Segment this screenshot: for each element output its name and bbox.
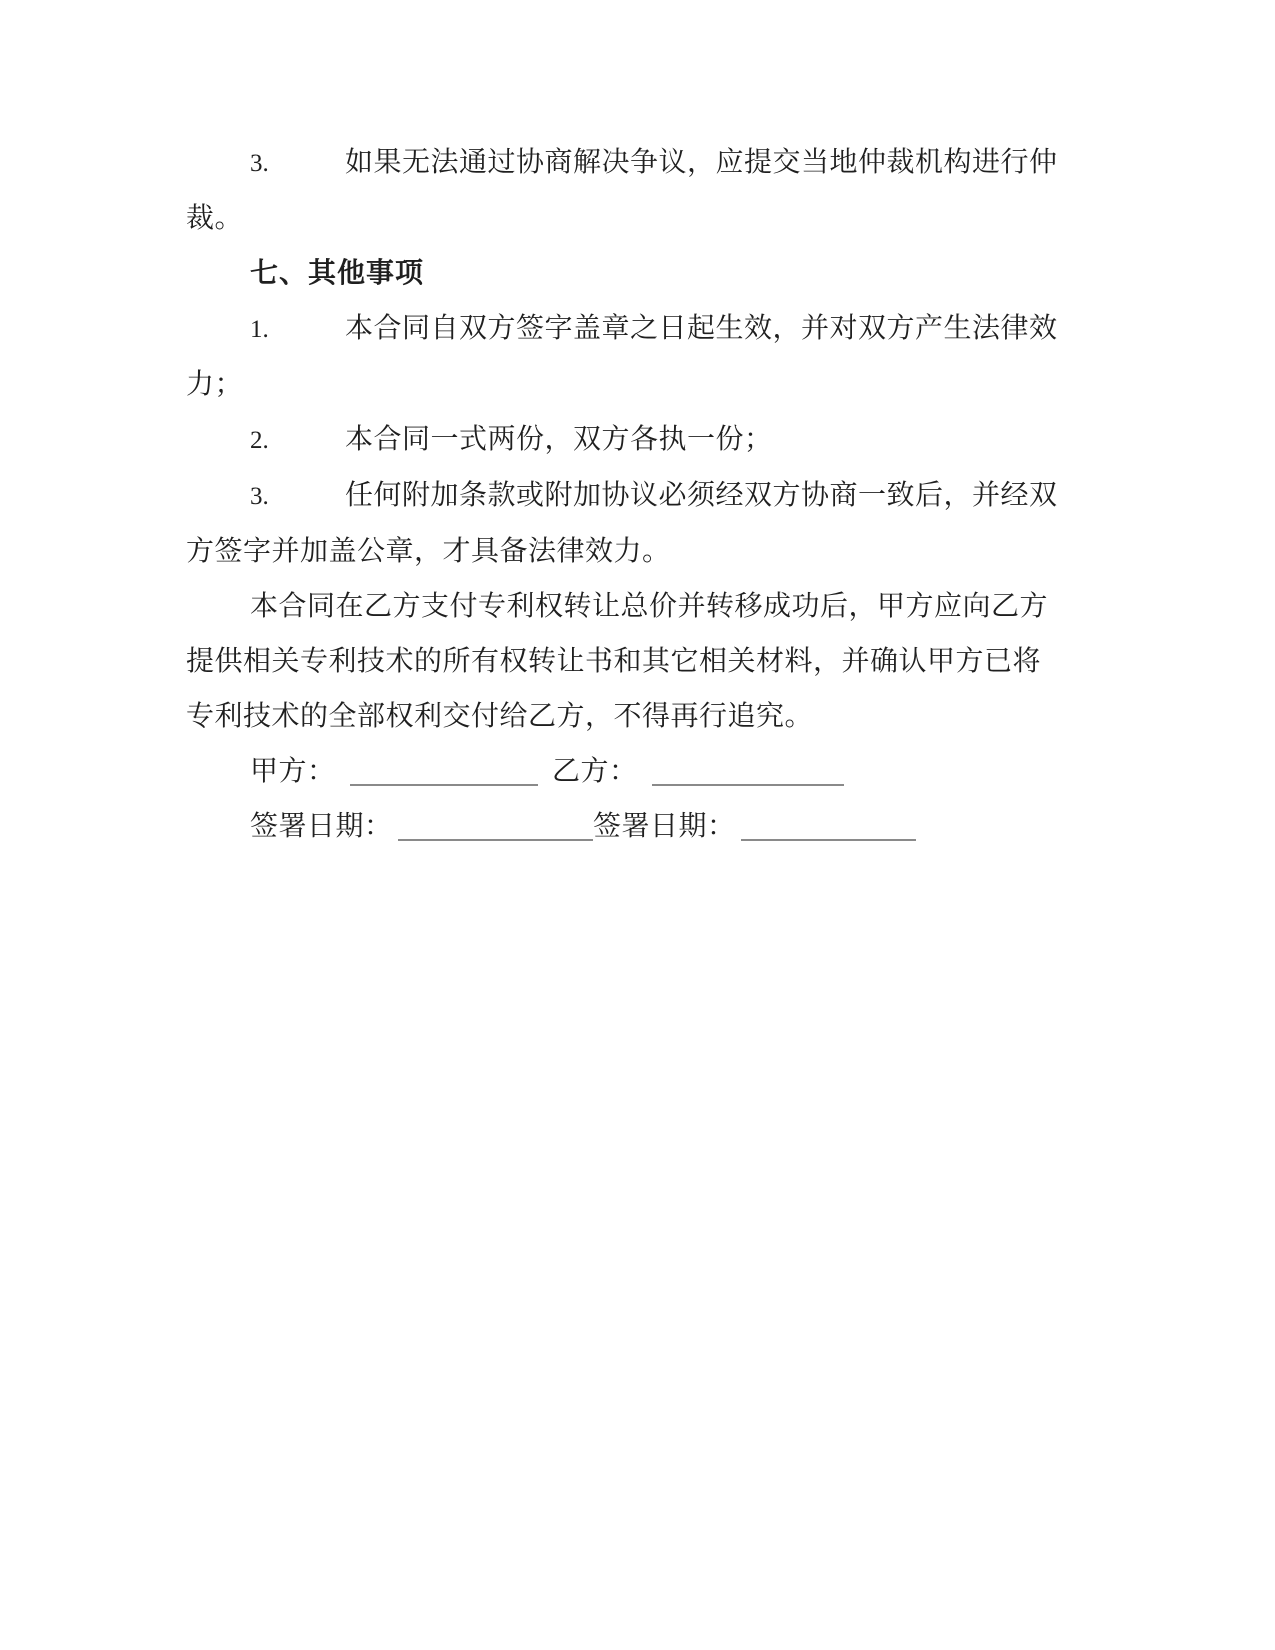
party-b-date-label: 签署日期： xyxy=(593,811,736,842)
party-b-label: 乙方： xyxy=(552,756,638,787)
paragraph-line xyxy=(186,301,1070,357)
party-a-label: 甲方： xyxy=(250,756,336,787)
paragraph-line xyxy=(186,468,1070,524)
other-matters-item-1 xyxy=(186,301,1070,412)
paragraph-line: 本合同在乙方支付专利权转让总价并转移成功后，甲方应向乙方 xyxy=(250,591,1049,622)
item-number: 3. xyxy=(250,483,269,510)
signature-line-row xyxy=(186,744,1070,799)
paragraph-text: 本合同自双方签字盖章之日起生效，并对双方产生法律效 xyxy=(345,313,1058,344)
date-row xyxy=(186,799,1070,854)
date-line-row xyxy=(186,799,1070,854)
paragraph-line: 专利技术的全部权利交付给乙方，不得再行追究。 xyxy=(186,701,814,732)
section-heading-text: 七、其他事项 xyxy=(250,258,425,289)
other-matters-item-2 xyxy=(186,412,1070,468)
arbitration-clause-item xyxy=(186,135,1070,246)
item-number: 2. xyxy=(250,427,269,454)
paragraph-line: 力； xyxy=(186,369,244,400)
party-b-signature-blank xyxy=(652,752,844,786)
paragraph-line: 提供相关专利技术的所有权转让书和其它相关材料，并确认甲方已将 xyxy=(186,646,1042,677)
paragraph-line: 方签字并加盖公章，才具备法律效力。 xyxy=(186,536,671,567)
party-a-date-blank xyxy=(398,807,593,841)
paragraph-text: 本合同一式两份，双方各执一份； xyxy=(345,424,773,455)
party-b-date-blank xyxy=(741,807,916,841)
item-number: 3. xyxy=(250,150,269,177)
item-number: 1. xyxy=(250,316,269,343)
party-a-date-label: 签署日期： xyxy=(250,811,393,842)
paragraph-text: 如果无法通过协商解决争议，应提交当地仲裁机构进行仲 xyxy=(345,147,1058,178)
closing-paragraph xyxy=(186,579,1070,744)
paragraph-text: 任何附加条款或附加协议必须经双方协商一致后，并经双 xyxy=(345,480,1058,511)
other-matters-item-3 xyxy=(186,468,1070,579)
section-heading xyxy=(186,246,1070,301)
paragraph-line xyxy=(186,135,1070,191)
paragraph-line xyxy=(186,412,1070,468)
party-a-signature-blank xyxy=(350,752,538,786)
signature-row xyxy=(186,744,1070,799)
paragraph-line: 裁。 xyxy=(186,203,244,234)
